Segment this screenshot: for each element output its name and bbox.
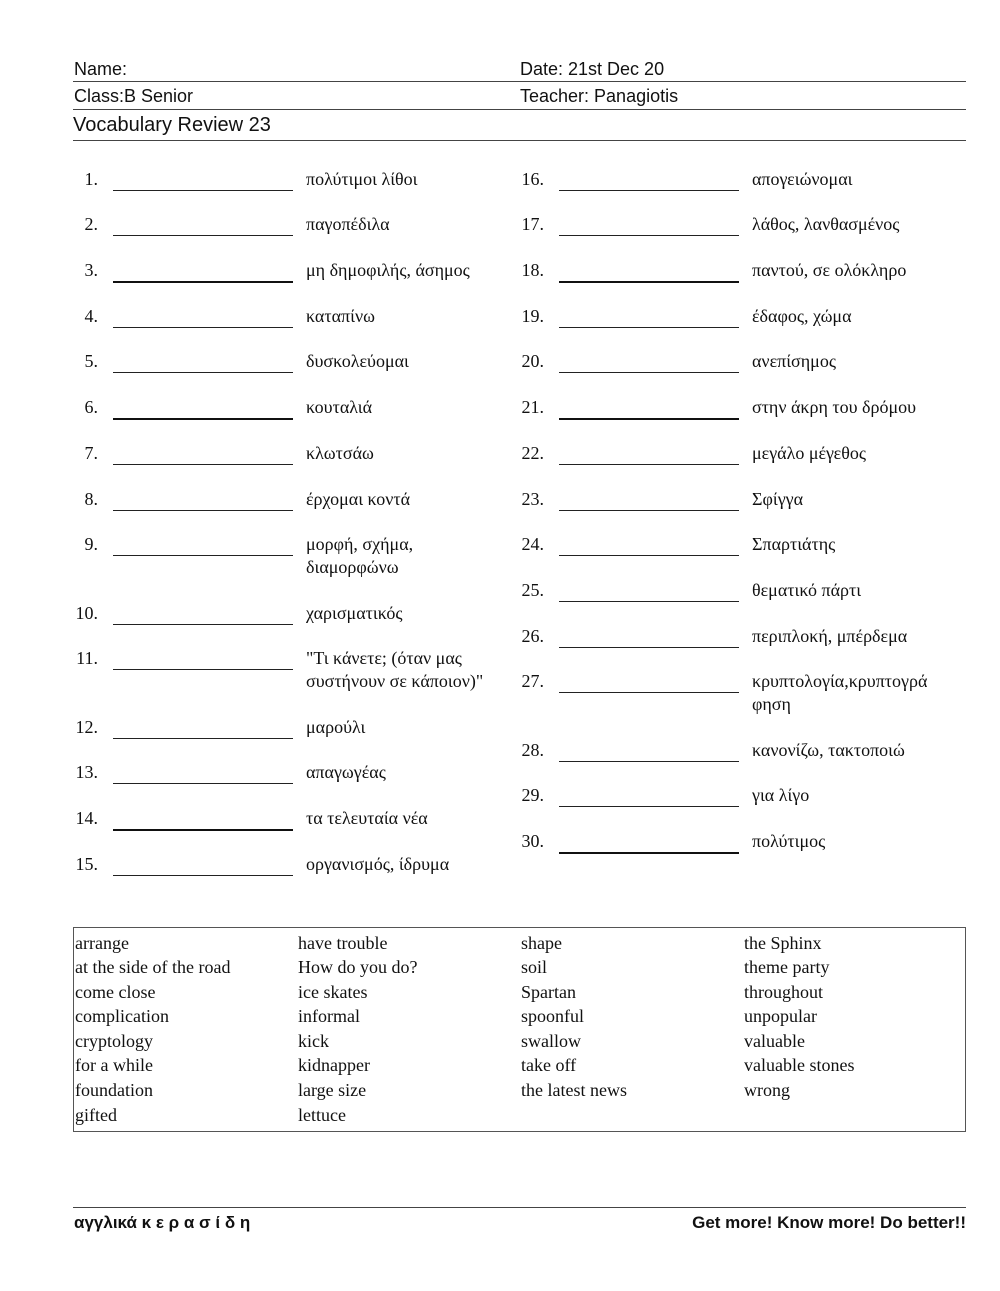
divider: [73, 140, 966, 141]
name-label: Name:: [74, 59, 128, 79]
word-bank-word: informal: [298, 1006, 360, 1026]
item-number: 5.: [84, 351, 98, 371]
word-bank-word: valuable: [744, 1031, 805, 1051]
item-number: 13.: [75, 762, 98, 782]
item-number: 8.: [84, 489, 98, 509]
answer-blank[interactable]: [113, 190, 293, 191]
item-number: 17.: [521, 214, 544, 234]
item-text: μαρούλι: [306, 717, 366, 737]
item-text: χαρισματικός: [306, 603, 403, 623]
word-bank: [73, 927, 966, 1132]
word-bank-word: throughout: [744, 982, 823, 1002]
item-number: 4.: [84, 306, 98, 326]
item-text: έρχομαι κοντά: [306, 489, 411, 509]
word-bank-word: cryptology: [75, 1031, 153, 1051]
item-number: 1.: [84, 169, 98, 189]
item-text: κλωτσάω: [306, 443, 374, 463]
answer-blank[interactable]: [559, 692, 739, 693]
answer-blank[interactable]: [559, 806, 739, 807]
item-text: πολύτιμος: [752, 831, 826, 851]
word-bank-word: gifted: [75, 1105, 117, 1125]
item-number: 16.: [521, 169, 544, 189]
item-text: οργανισμός, ίδρυμα: [306, 854, 450, 874]
divider: [73, 81, 966, 82]
word-bank-word: valuable stones: [744, 1055, 855, 1075]
item-number: 10.: [75, 603, 98, 623]
answer-blank[interactable]: [559, 464, 739, 465]
item-text: πολύτιμοι λίθοι: [306, 169, 418, 189]
word-bank-word: Spartan: [521, 982, 576, 1002]
answer-blank[interactable]: [113, 418, 293, 420]
item-number: 3.: [84, 260, 98, 280]
item-number: 28.: [521, 740, 544, 760]
item-text: μορφή, σχήμα, διαμορφώνω: [306, 534, 414, 577]
item-number: 15.: [75, 854, 98, 874]
answer-blank[interactable]: [113, 783, 293, 784]
answer-blank[interactable]: [113, 464, 293, 465]
word-bank-word: spoonful: [521, 1006, 584, 1026]
item-text: ανεπίσημος: [752, 351, 836, 371]
answer-blank[interactable]: [559, 190, 739, 191]
item-text: απαγωγέας: [306, 762, 386, 782]
page-title: Vocabulary Review 23: [73, 114, 271, 136]
item-number: 29.: [521, 785, 544, 805]
word-bank-word: unpopular: [744, 1006, 817, 1026]
word-bank-word: take off: [521, 1055, 577, 1075]
word-bank-word: for a while: [75, 1055, 153, 1075]
footer-left-text: αγγλικά κ ε ρ α σ ί δ η: [74, 1213, 251, 1232]
item-text: τα τελευταία νέα: [306, 808, 428, 828]
item-text: δυσκολεύομαι: [306, 351, 409, 371]
item-number: 20.: [521, 351, 544, 371]
word-bank-word: kidnapper: [298, 1055, 370, 1075]
answer-blank[interactable]: [559, 235, 739, 236]
answer-blank[interactable]: [113, 669, 293, 670]
answer-blank[interactable]: [113, 738, 293, 739]
item-number: 23.: [521, 489, 544, 509]
item-text: μη δημοφιλής, άσημος: [306, 260, 470, 280]
item-number: 19.: [521, 306, 544, 326]
word-bank-word: the Sphinx: [744, 933, 822, 953]
item-text: για λίγο: [752, 785, 810, 805]
item-text: απογειώνομαι: [752, 169, 853, 189]
item-number: 7.: [84, 443, 98, 463]
answer-blank[interactable]: [113, 235, 293, 236]
answer-blank[interactable]: [559, 372, 739, 373]
answer-blank[interactable]: [113, 510, 293, 511]
answer-blank[interactable]: [113, 327, 293, 328]
item-text: "Τι κάνετε; (όταν μας συστήνουν σε κάποιον)": [306, 648, 484, 691]
word-bank-word: at the side of the road: [75, 957, 231, 977]
item-number: 25.: [521, 580, 544, 600]
word-bank-word: soil: [521, 957, 548, 977]
item-number: 12.: [75, 717, 98, 737]
footer-right-text: Get more! Know more! Do better!!: [692, 1213, 966, 1232]
answer-blank[interactable]: [559, 281, 739, 283]
divider: [73, 109, 966, 110]
item-text: θεματικό πάρτι: [752, 580, 862, 600]
word-bank-word: How do you do?: [298, 957, 418, 977]
word-bank-word: theme party: [744, 957, 830, 977]
item-number: 22.: [521, 443, 544, 463]
item-number: 2.: [84, 214, 98, 234]
item-text: έδαφος, χώμα: [752, 306, 852, 326]
word-bank-word: wrong: [744, 1080, 790, 1100]
answer-blank[interactable]: [559, 761, 739, 762]
item-number: 30.: [521, 831, 544, 851]
item-number: 18.: [521, 260, 544, 280]
word-bank-word: have trouble: [298, 933, 388, 953]
answer-blank[interactable]: [113, 372, 293, 373]
word-bank-word: arrange: [75, 933, 129, 953]
class-label: Class:B Senior: [74, 86, 194, 106]
item-text: κρυπτολογία,κρυπτογρά φηση: [752, 671, 928, 714]
item-number: 26.: [521, 626, 544, 646]
answer-blank[interactable]: [113, 829, 293, 831]
answer-blank[interactable]: [559, 555, 739, 556]
item-text: περιπλοκή, μπέρδεμα: [752, 626, 908, 646]
word-bank-word: complication: [75, 1006, 169, 1026]
item-text: Σφίγγα: [752, 489, 804, 509]
item-text: κουταλιά: [306, 397, 373, 417]
item-number: 14.: [75, 808, 98, 828]
word-bank-word: the latest news: [521, 1080, 627, 1100]
item-text: καταπίνω: [306, 306, 375, 326]
answer-blank[interactable]: [113, 555, 293, 556]
answer-blank[interactable]: [113, 624, 293, 625]
word-bank-word: foundation: [75, 1080, 153, 1100]
item-text: παντού, σε ολόκληρο: [752, 260, 907, 280]
item-text: στην άκρη του δρόμου: [752, 397, 917, 417]
item-text: μεγάλο μέγεθος: [752, 443, 866, 463]
answer-blank[interactable]: [113, 281, 293, 283]
item-text: λάθος, λανθασμένος: [752, 214, 900, 234]
answer-blank[interactable]: [559, 601, 739, 602]
word-bank-word: come close: [75, 982, 156, 1002]
item-number: 24.: [521, 534, 544, 554]
date-label: Date: 21st Dec 20: [520, 59, 665, 79]
word-bank-word: swallow: [521, 1031, 581, 1051]
answer-blank[interactable]: [559, 852, 739, 854]
item-text: κανονίζω, τακτοποιώ: [752, 740, 905, 760]
answer-blank[interactable]: [559, 510, 739, 511]
item-number: 6.: [84, 397, 98, 417]
answer-blank[interactable]: [559, 418, 739, 420]
word-bank-word: large size: [298, 1080, 367, 1100]
word-bank-word: shape: [521, 933, 562, 953]
word-bank-word: ice skates: [298, 982, 368, 1002]
item-number: 9.: [84, 534, 98, 554]
item-text: παγοπέδιλα: [306, 214, 390, 234]
word-bank-word: kick: [298, 1031, 329, 1051]
item-text: Σπαρτιάτης: [752, 534, 836, 554]
item-number: 27.: [521, 671, 544, 691]
item-number: 21.: [521, 397, 544, 417]
answer-blank[interactable]: [559, 327, 739, 328]
teacher-label: Teacher: Panagiotis: [520, 86, 679, 106]
answer-blank[interactable]: [559, 647, 739, 648]
item-number: 11.: [76, 648, 98, 668]
word-bank-word: lettuce: [298, 1105, 346, 1125]
answer-blank[interactable]: [113, 875, 293, 876]
footer-divider: [73, 1207, 966, 1208]
